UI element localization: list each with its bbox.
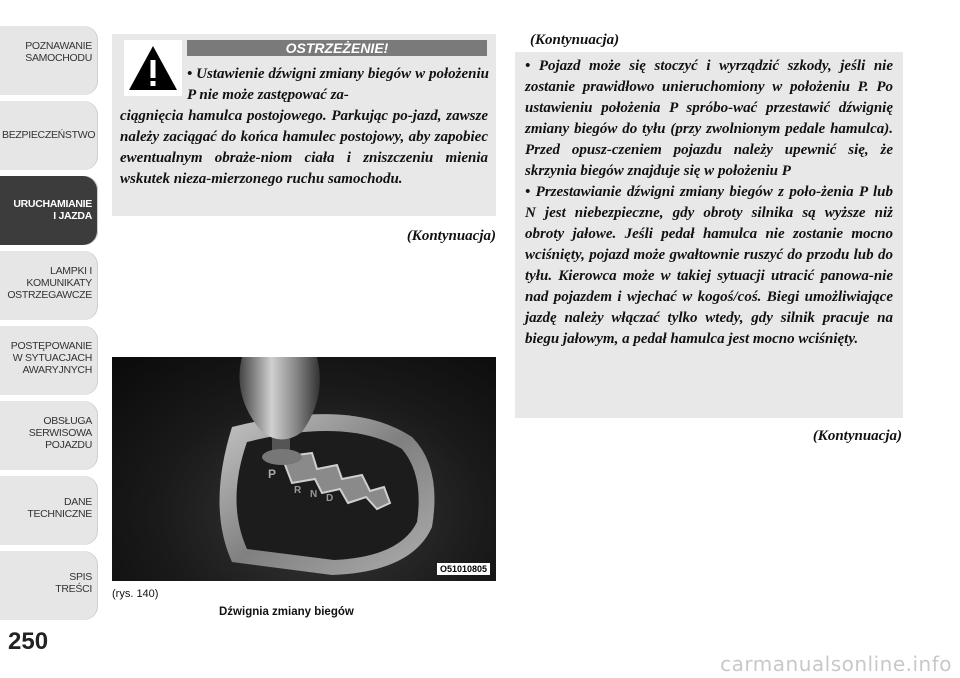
gear-letter-n: N — [310, 489, 318, 500]
continued-label-top: (Kontynuacja) — [530, 32, 620, 48]
warning-text-start: • Ustawienie dźwigni zmiany biegów w położeniu P nie może zastępować za- — [187, 66, 489, 103]
warning-bullet-1: • Pojazd może się stoczyć i wyrządzić szkody, jeśli nie zostanie prawidłowo unieruchomiony w położeniu P. Po ustawieniu położenia P spróbo-wać przestawić dźwignię zmiany biegów do tyłu (przy zwolnionym pedale hamulca). Przed opusz-czeniem pojazdu należy upewnić się, że skrzynia biegów znajduje się w położeniu P — [525, 58, 893, 179]
continued-label-right: (Kontynuacja) — [812, 428, 902, 444]
warning-box — [112, 34, 496, 216]
gear-letter-d: D — [326, 493, 334, 504]
tab-uruchamianie-i-jazda[interactable] — [0, 176, 98, 245]
tab-label: LAMPKI I KOMUNIKATY OSTRZEGAWCZE — [7, 265, 92, 301]
tab-label: OBSŁUGA SERWISOWA POJAZDU — [28, 415, 92, 451]
tab-lampki-i-komunikaty[interactable] — [0, 251, 98, 320]
chapter-tabs — [0, 26, 98, 626]
tab-bezpieczenstwo[interactable] — [0, 101, 98, 170]
gear-shifter-illustration — [112, 357, 496, 581]
tab-obsluga-serwisowa[interactable] — [0, 401, 98, 470]
page-number: 250 — [8, 628, 49, 655]
warning-header: OSTRZEŻENIE! — [187, 40, 487, 56]
tab-label: DANE TECHNICZNE — [27, 496, 92, 520]
warning-continuation-box — [515, 52, 903, 418]
gear-shifter-photo — [112, 357, 496, 581]
tab-spis-tresci[interactable] — [0, 551, 98, 620]
warning-text-rest: ciągnięcia hamulca postojowego. Parkując po-jazd, zawsze należy zaciągać do końca hamulec postojowy, aby zapobiec ewentualnym obraże-niom ciała i zniszczeniu mienia wskutek nieza-mierzonego ruchu samochodu. — [120, 108, 488, 187]
gear-letter-p: P — [268, 467, 277, 481]
watermark: carmanualsonline.info — [720, 652, 952, 676]
tab-dane-techniczne[interactable] — [0, 476, 98, 545]
tab-label: SPIS TREŚCI — [55, 571, 92, 595]
tab-label: BEZPIECZEŃSTWO — [2, 129, 96, 141]
warning-triangle-icon — [124, 40, 182, 96]
figure-caption: Dźwignia zmiany biegów — [219, 606, 354, 618]
warning-bullet-2: • Przestawianie dźwigni zmiany biegów z poło-żenia P lub N jest niebezpieczne, gdy obroty silnika są wyższe niż obroty jałowe. Jeśli pedał hamulca nie zostanie mocno wciśnięty, pojazd może gwałtownie ruszyć do przodu lub do tyłu. Kierowca może w takiej sytuacji utracić panowa-nie nad pojazdem i wjechać w kogoś/coś. Biegi umożliwiające jazdę należy włączać tylko wtedy, gdy silnik pracuje na biegu jałowym, a pedał hamulca jest mocno wciśnięty. — [525, 184, 893, 347]
continued-label-left: (Kontynuacja) — [406, 228, 496, 244]
gear-letter-r: R — [294, 485, 302, 496]
tab-label: POZNAWANIE SAMOCHODU — [25, 40, 92, 64]
tab-label: URUCHAMIANIE I JAZDA — [13, 198, 92, 222]
tab-label: POSTĘPOWANIE W SYTUACJACH AWARYJNYCH — [10, 340, 92, 376]
figure-code: O51010805 — [437, 563, 490, 575]
figure-number: (rys. 140) — [112, 588, 159, 600]
warning-continuation-text — [525, 56, 893, 350]
tab-poznawanie-samochodu[interactable] — [0, 26, 98, 95]
tab-postepowanie-awaryjne[interactable] — [0, 326, 98, 395]
